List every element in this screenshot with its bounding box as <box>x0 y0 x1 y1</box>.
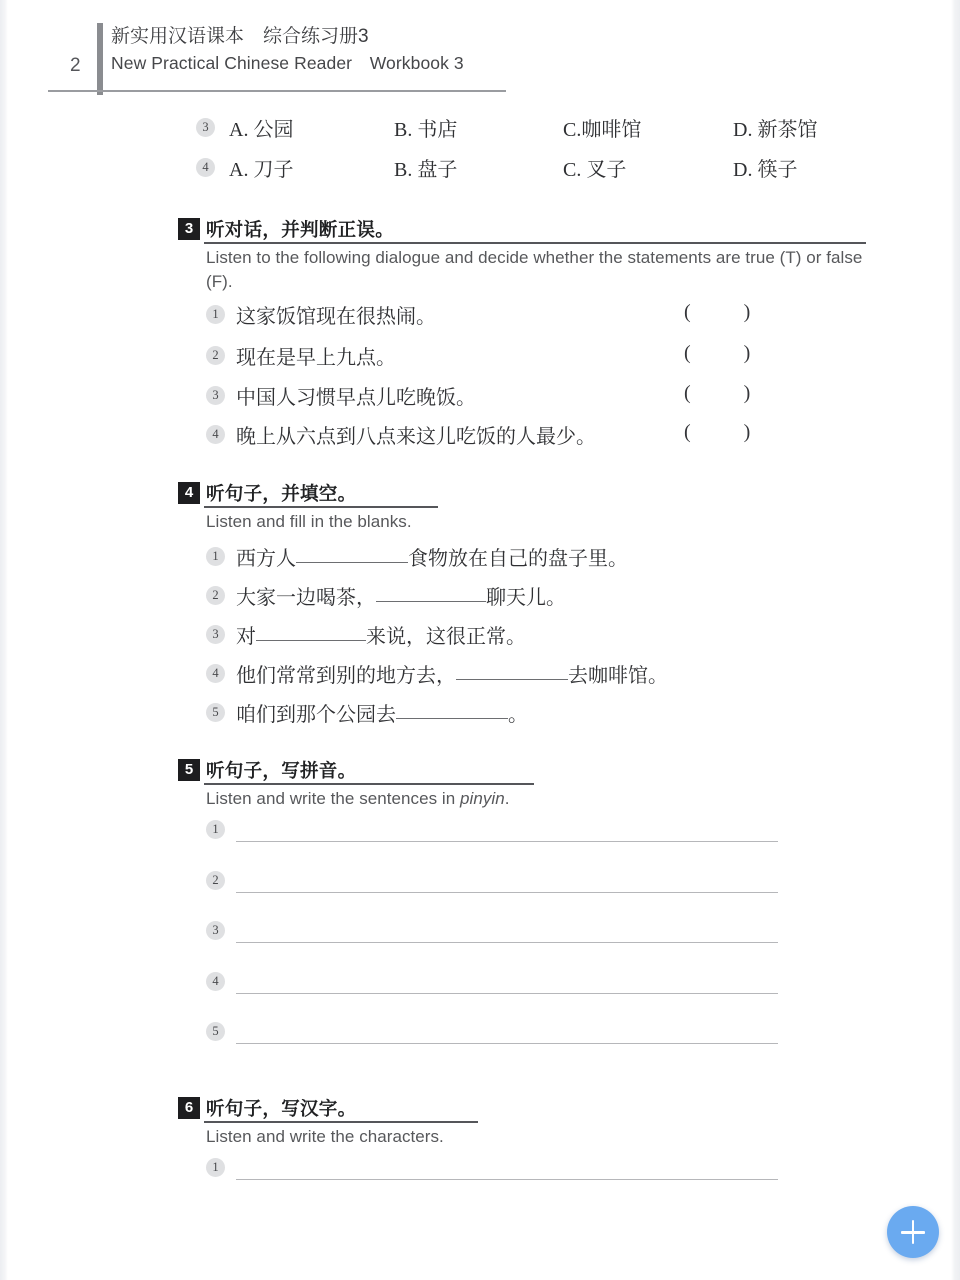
choice-b[interactable]: B. 盘子 <box>394 159 458 181</box>
multiple-choice-row-3 <box>196 113 896 147</box>
write-input-line[interactable] <box>236 1043 778 1044</box>
item-number: 3 <box>206 386 225 405</box>
sentence-after: 去咖啡馆。 <box>568 665 668 687</box>
exercise-number-badge: 5 <box>178 759 200 781</box>
add-button[interactable] <box>887 1206 939 1258</box>
exercise-6 <box>0 1095 960 1146</box>
instruction-pre: Listen and write the sentences in <box>206 789 461 808</box>
exercise-title: 听句子，写拼音。 <box>206 760 357 781</box>
blank-field[interactable] <box>396 718 508 719</box>
exercise-number-badge: 4 <box>178 482 200 504</box>
left-scroll-rail <box>0 0 8 1280</box>
multiple-choice-row-4 <box>196 153 896 187</box>
true-false-item <box>206 381 906 415</box>
exercise-number-badge: 3 <box>178 218 200 240</box>
exercise-4-heading <box>178 480 960 510</box>
answer-bracket[interactable]: ( ) <box>684 301 775 323</box>
writing-line <box>206 921 906 961</box>
fill-blank-item <box>206 659 906 693</box>
header-title-english: New Practical Chinese Reader Workbook 3 <box>111 52 464 73</box>
exercise-title-underline <box>204 1121 478 1123</box>
exercise-number-badge: 6 <box>178 1097 200 1119</box>
fill-blank-item <box>206 620 906 654</box>
sentence-after: 食物放在自己的盘子里。 <box>408 548 628 570</box>
writing-line <box>206 1158 906 1198</box>
choice-a[interactable]: A. 公园 <box>229 119 294 141</box>
exercise-5-heading <box>178 757 960 787</box>
item-number: 3 <box>196 118 215 137</box>
sentence-after: 聊天儿。 <box>486 587 566 609</box>
item-number: 1 <box>206 820 225 839</box>
item-number: 2 <box>206 346 225 365</box>
item-text <box>236 620 526 649</box>
blank-field[interactable] <box>296 562 408 563</box>
sentence-before: 咱们到那个公园去 <box>236 704 396 726</box>
item-text: 晚上从六点到八点来这儿吃饭的人最少。 <box>236 426 596 448</box>
sentence-before: 对 <box>236 626 256 648</box>
item-number: 2 <box>206 871 225 890</box>
item-number: 4 <box>196 158 215 177</box>
item-number: 3 <box>206 921 225 940</box>
sentence-after: 。 <box>508 704 528 726</box>
item-number: 1 <box>206 547 225 566</box>
exercise-instruction: Listen and write the characters. <box>206 1127 444 1146</box>
exercise-5 <box>0 757 960 808</box>
exercise-title: 听对话，并判断正误。 <box>206 219 395 240</box>
item-number: 2 <box>206 586 225 605</box>
page-number: 2 <box>70 55 82 76</box>
choice-a[interactable]: A. 刀子 <box>229 159 294 181</box>
exercise-6-heading <box>178 1095 960 1125</box>
choice-c[interactable]: C.咖啡馆 <box>563 119 642 141</box>
sentence-before: 大家一边喝茶， <box>236 587 376 609</box>
instruction-emphasis: pinyin <box>460 789 505 808</box>
exercise-instruction <box>206 787 866 811</box>
writing-line <box>206 1022 906 1062</box>
write-input-line[interactable] <box>236 841 778 842</box>
sentence-before: 西方人 <box>236 548 296 570</box>
writing-line <box>206 871 906 911</box>
item-text <box>236 659 668 688</box>
header-titles <box>111 23 464 76</box>
true-false-item <box>206 300 906 334</box>
fill-blank-item <box>206 698 906 732</box>
fill-blank-item <box>206 542 906 576</box>
choice-d[interactable]: D. 新茶馆 <box>733 119 818 141</box>
exercise-title-underline <box>204 783 534 785</box>
write-input-line[interactable] <box>236 892 778 893</box>
writing-line <box>206 972 906 1012</box>
choice-b[interactable]: B. 书店 <box>394 119 458 141</box>
choice-c[interactable]: C. 叉子 <box>563 159 627 181</box>
blank-field[interactable] <box>456 679 568 680</box>
fill-blank-item <box>206 581 906 615</box>
answer-bracket[interactable]: ( ) <box>684 342 775 364</box>
plus-icon <box>912 1220 915 1244</box>
exercise-3 <box>0 216 960 292</box>
write-input-line[interactable] <box>236 993 778 994</box>
exercise-instruction: Listen to the following dialogue and decide whether the statements are true (T) or false (F). <box>206 248 863 292</box>
item-text <box>236 698 528 727</box>
header-divider <box>48 90 506 92</box>
sentence-after: 来说，这很正常。 <box>366 626 526 648</box>
exercise-title: 听句子，写汉字。 <box>206 1098 357 1119</box>
sentence-before: 他们常常到别的地方去， <box>236 665 456 687</box>
exercise-instruction: Listen and fill in the blanks. <box>206 512 412 531</box>
item-number: 5 <box>206 1022 225 1041</box>
item-text <box>236 581 566 610</box>
item-text: 这家饭馆现在很热闹。 <box>236 306 436 328</box>
item-text: 中国人习惯早点儿吃晚饭。 <box>236 387 476 409</box>
true-false-item <box>206 341 906 375</box>
right-scrollbar[interactable] <box>951 0 960 1280</box>
item-number: 3 <box>206 625 225 644</box>
exercise-3-heading <box>178 216 960 246</box>
exercise-title-underline <box>204 506 438 508</box>
item-number: 1 <box>206 1158 225 1177</box>
writing-line <box>206 820 906 860</box>
true-false-item <box>206 420 906 454</box>
exercise-title-underline <box>204 242 866 244</box>
write-input-line[interactable] <box>236 1179 778 1180</box>
item-number: 1 <box>206 305 225 324</box>
exercise-4 <box>0 480 960 531</box>
item-text <box>236 542 628 571</box>
answer-bracket[interactable]: ( ) <box>684 421 775 443</box>
item-number: 4 <box>206 664 225 683</box>
item-number: 4 <box>206 425 225 444</box>
item-number: 5 <box>206 703 225 722</box>
answer-bracket[interactable]: ( ) <box>684 382 775 404</box>
blank-field[interactable] <box>256 640 366 641</box>
write-input-line[interactable] <box>236 942 778 943</box>
item-text: 现在是早上九点。 <box>236 347 396 369</box>
running-header <box>48 22 568 92</box>
instruction-post: . <box>504 789 510 808</box>
exercise-title: 听句子，并填空。 <box>206 483 357 504</box>
header-title-chinese: 新实用汉语课本 综合练习册3 <box>111 26 369 47</box>
item-number: 4 <box>206 972 225 991</box>
header-accent-bar <box>97 23 103 95</box>
choice-d[interactable]: D. 筷子 <box>733 159 798 181</box>
blank-field[interactable] <box>376 601 486 602</box>
